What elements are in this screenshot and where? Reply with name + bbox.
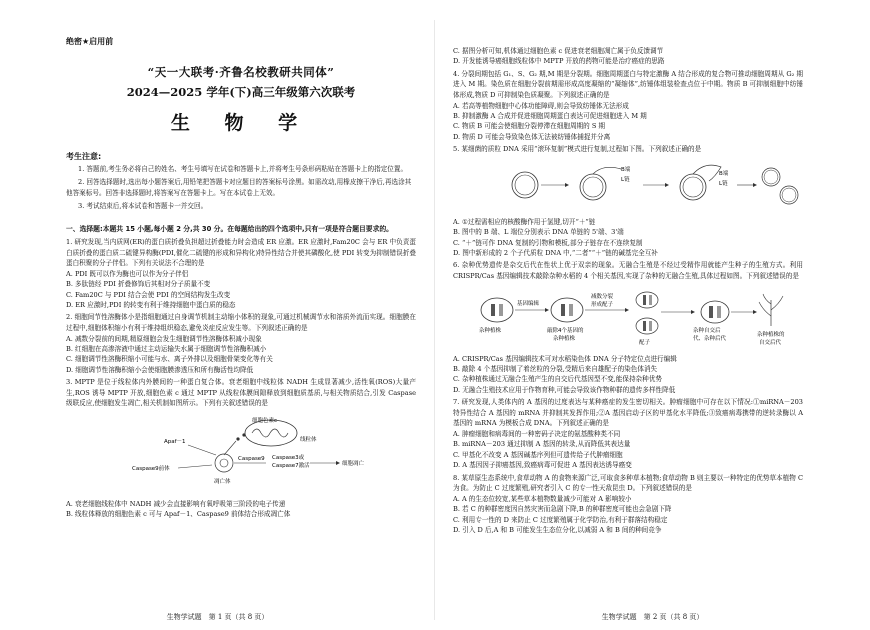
- label-caspase3: Caspase3或: [272, 455, 305, 461]
- option: B. 多肽链经 PDI 折叠修饰后其相对分子质量不变: [66, 280, 211, 289]
- question-stem: 1. 研究发现,当内质网(ER)的蛋白质折叠负担超过折叠能力时会造成 ER 应激。ER 应激时,Fam20C 会与 ER 中负责蛋白质折叠的蛋白质二硫键异构酶(PDI,催化二硫键的形成和异构化)特异性结合并使其磷酸化,使 PDI 转变为抑制错误折叠蛋白积聚的分子伴侣。下列有关说法不合理的是: [66, 238, 416, 268]
- label-fusion-2: 代、杂种后代: [693, 335, 727, 342]
- option: D. A 基因因子抑癌基因,致癌病毒可促进 A 基因表达诱导癌变: [453, 461, 632, 470]
- exam-year-title: 2024—2025 学年(下)高三年级第六次联考: [126, 85, 356, 99]
- label-selfed: 杂种植株的: [757, 331, 785, 338]
- notice-list: [66, 164, 416, 212]
- page-footer: 生物学试题 第 2 页（共 8 页）: [601, 613, 704, 621]
- question-2: [66, 312, 416, 375]
- section-heading: 一、选择题:本题共 15 小题,每小题 2 分,共 30 分。在每题给出的四个选项中,只有一项是符合题目要求的。: [66, 225, 393, 233]
- label-mitochondrion: 线粒体: [300, 437, 317, 443]
- question-5: [453, 144, 803, 258]
- question-stem: 7. 研究发现,人类体内的 A 基因的过度表达与某种癌症的发生密切相关。肿瘤细胞中可存在以下情况:①miRNA－203 特异性结合 A 基因的 mRNA 并抑制其发挥作用;②A 基因启动子区的甲基化水平降低;③致癌病毒携带的逆转录酶以 A 基因的 mRNA 为模板合成 DNA。下列叙述正确的是: [453, 398, 803, 428]
- label-b-end: B端: [621, 166, 631, 173]
- option: B. 图中的 B 端、L 端位分别表示 DNA 单链的 5'端、3'端: [453, 228, 624, 237]
- question-stem: 2. 细胞间节性溶酶体小是指细胞通过自身调节机制主动缩小体积的现象,可通过机械调节水和溶质外流而实现。细胞膜在过程中,细胞体积缩小有利于维持组织稳态,避免炎症反应发生等。下列叙述正确的是: [66, 313, 416, 332]
- exam-org-title: “天一大联考·齐鲁名校教研共同体”: [147, 65, 335, 79]
- label-gene-editing: 基因编辑: [517, 300, 540, 307]
- question-stem: 5. 某细菌的质粒 DNA 采用“滚环复制”模式进行复制,过程如下图。下列叙述正确的是: [453, 145, 702, 154]
- option: A. 若高等植物细胞中心体功能障碍,则会导致纺锤体无法形成: [453, 101, 629, 110]
- question-3-continued: [453, 46, 803, 67]
- label-fusion: 杂种自交后: [693, 327, 721, 334]
- page-2: [435, 0, 870, 630]
- option: D. 引入 D 后,A 和 B 可能发生生态位分化,以减弱 A 和 B 间的种间竞争: [453, 526, 662, 535]
- label-knockout-2: 杂种植株: [553, 335, 576, 342]
- label-selfed-2: 自交后代: [759, 339, 782, 346]
- question-6: [453, 260, 803, 395]
- option: C. 杂种植株通过无融合生殖产生的自交后代基因型不变,能保持杂种优势: [453, 375, 662, 384]
- question-3: [66, 377, 416, 520]
- option: B. 敲除 4 个基因抑制了着丝粒的分裂,受精后来自雄配子的染色体消失: [453, 365, 658, 374]
- label-gamete-formation: 形成配子: [591, 301, 614, 308]
- question-stem: 3. MPTP 是位于线粒体内外膜间的一种蛋白复合体。衰老细胞中线粒体 NADH 生成显著减少,活性氧(ROS)大量产生,ROS 诱导 MPTP 开放,细胞色素 c 通过 MPTP 从线粒体膜间隙释放到细胞质基质,与相关物质结合,引发 Caspase 级联反应,使细胞发生凋亡,相关机制如图所示。下列有关叙述错误的是: [66, 378, 416, 408]
- apomixis-diagram: [453, 286, 803, 350]
- label-l-strand-2: L链: [719, 180, 728, 187]
- option: B. 若 C 的种群密度因自然灾害而急剧下降,B 的种群密度可能也会急剧下降: [453, 505, 672, 514]
- option: D. ER 应激时,PDI 的转变有利于维持细胞中蛋白质的稳态: [66, 301, 236, 309]
- question-4: [453, 69, 803, 142]
- question-stem: 4. 分裂间期包括 G₁、S、G₂ 期,M 期是分裂期。细胞周期蛋白与特定激酶 A 结合形成的复合物可推动细胞周期从 G₂ 期进入 M 期。染色质在细胞分裂前期需形成高度凝缩的“凝缩体”,纺锤体组装检查点位于中期。物质 B 可抑制细胞中纺锤体形成,物质 D 可抑制染色质凝聚。下列叙述正确的是: [453, 69, 803, 99]
- rolling-circle-diagram: [453, 159, 803, 213]
- apoptosome-shape: [215, 454, 233, 472]
- option: A. 减数分裂前的间期,精原细胞会发生细胞调节性溶酶体积减小现象: [66, 334, 262, 343]
- label-cytochrome-c: 细胞色素c: [252, 418, 278, 424]
- option: A. A 的生态位较宽,某些草本植物数量减少可能对 A 影响较小: [453, 494, 632, 503]
- option: D. 细胞调节性溶酶积缩小会使细胞膜渗透压和所有酶活性均降低: [66, 365, 254, 374]
- label-l-strand: L链: [621, 176, 630, 183]
- question-stem: 6. 杂种优势遗传是杂交后代在性状上优于双亲的现象。无融合生殖是不经过受精作用就能产生种子的生殖方式。利用 CRISPR/Cas 基因编辑技术敲除杂种水稻的 4 个相关基因,实现了杂种的无融合生殖,具体过程如图。下列叙述错误的是: [453, 261, 803, 281]
- label-hybrid-plant: 杂种植株: [479, 327, 502, 334]
- label-gamete: 配子: [639, 339, 651, 346]
- notice-item: 2. 回答选择题时,选出每小题答案后,用铅笔把答题卡对应题目的答案标号涂黑。如需改动,用橡皮擦干净后,再选涂其他答案标号。回答非选择题时,将答案写在答题卡上。写在本试卷上无效。: [66, 178, 412, 197]
- subject-title: 生 物 学: [170, 112, 312, 134]
- option: C. “＋”链可作 DNA 复制的引物和模板,部分子链存在不连续复制: [453, 238, 643, 247]
- option: C. 甲基化不改变 A 基因碱基序列但可遗传给子代肿瘤细胞: [453, 450, 623, 459]
- notice-item: 3. 考试结束后,将本试卷和答题卡一并交回。: [78, 202, 208, 210]
- option: C. Fam20C 与 PDI 结合会使 PDI 的空间结构发生改变: [66, 290, 231, 299]
- question-stem: 8. 某草原生态系统中,食草动物 A 的食物来源广泛,可取食多种草本植物;食草动物 B 则主要以一种特定的优势草本植物 C 为食。为防止 C 过度繁殖,研究者引入 C 的专一性天敌昆虫 D。下列叙述错误的是: [453, 473, 803, 493]
- question-1: [66, 237, 416, 310]
- notice-item: 1. 答题前,考生务必将自己的姓名、考生号填写在试卷和答题卡上,并将考生号条形码粘贴在答题卡上的指定位置。: [78, 165, 408, 173]
- label-apoptosis: 细胞凋亡: [342, 461, 365, 467]
- option: C. 据图分析可知,机体通过细胞色素 c 促进衰老细胞凋亡属于负反馈调节: [453, 47, 664, 55]
- option: C. 利用专一性的 D 来防止 C 过度繁殖属于化学防治,有利于群落结构稳定: [453, 515, 668, 524]
- option: B. 线粒体释放的细胞色素 c 可与 Apaf－1、Caspase9 前体结合形成凋亡体: [66, 510, 291, 519]
- question-8: [453, 473, 803, 536]
- label-meiosis: 减数分裂: [591, 293, 614, 300]
- option: A. CRISPR/Cas 基因编辑技术可对水稻染色体 DNA 分子特定位点进行编辑: [453, 354, 677, 363]
- option: C. 细胞调节性溶酶积缩小可能与水、离子外排以及细胞骨架变化等有关: [66, 355, 273, 364]
- option: A. 衰老细胞线粒体中 NADH 减少会直接影响有氧呼吸第三阶段的电子传递: [66, 500, 286, 508]
- option: A. PDI 既可以作为酶也可以作为分子伴侣: [66, 269, 189, 278]
- option: B. 红细胞在高渗溶液中通过主动运输失水属于细胞调节性溶酶积减小: [66, 345, 267, 353]
- label-caspase7: Caspase7激活: [272, 463, 310, 469]
- option: B. miRNA－203 通过抑制 A 基因的转录,从而降低其表达量: [453, 440, 631, 449]
- apoptosis-diagram: [66, 413, 416, 495]
- option: C. 物质 B 可能会使细胞分裂停滞在细胞周期的 S 期: [453, 122, 606, 131]
- option: D. 无融合生殖技术应用于作物育种,可能会导致该作物种群的遗传多样性降低: [453, 385, 676, 394]
- option: A. 肿瘤细胞和病毒间的一种密码子决定的氨基酸种类不同: [453, 430, 621, 439]
- label-apaf1: Apaf－1: [164, 439, 186, 445]
- label-apoptosome: 凋亡体: [214, 479, 231, 485]
- label-caspase9: Caspase9: [238, 456, 265, 462]
- label-knockout: 敲除4个基因的: [547, 327, 584, 334]
- secret-mark: 绝密★启用前: [66, 37, 114, 46]
- notice-title: 考生注意:: [66, 152, 102, 161]
- label-caspase9-precursor: Caspase9前体: [132, 466, 170, 472]
- option: A. ①过程需相应的核酸酶作用于氢键,切开“＋”链: [453, 217, 596, 226]
- label-b-end-2: B端: [719, 170, 729, 177]
- question-7: [453, 397, 803, 470]
- option: D. 开发能诱导癌细胞线粒体中 MPTP 开放的药物可能是治疗癌症的思路: [453, 57, 665, 66]
- page-footer: 生物学试题 第 1 页（共 8 页）: [166, 613, 269, 621]
- option: D. 物质 D 可能会导致染色体无法被纺锤体捕捉并分离: [453, 132, 611, 141]
- option: D. 图中新形成的 2 个子代质粒 DNA 中,“二者”“＋”链的碱基完全互补: [453, 249, 658, 258]
- option: B. 抑制激酶 A 合成并促进细胞周期蛋白表达可促进细胞进入 M 期: [453, 112, 647, 120]
